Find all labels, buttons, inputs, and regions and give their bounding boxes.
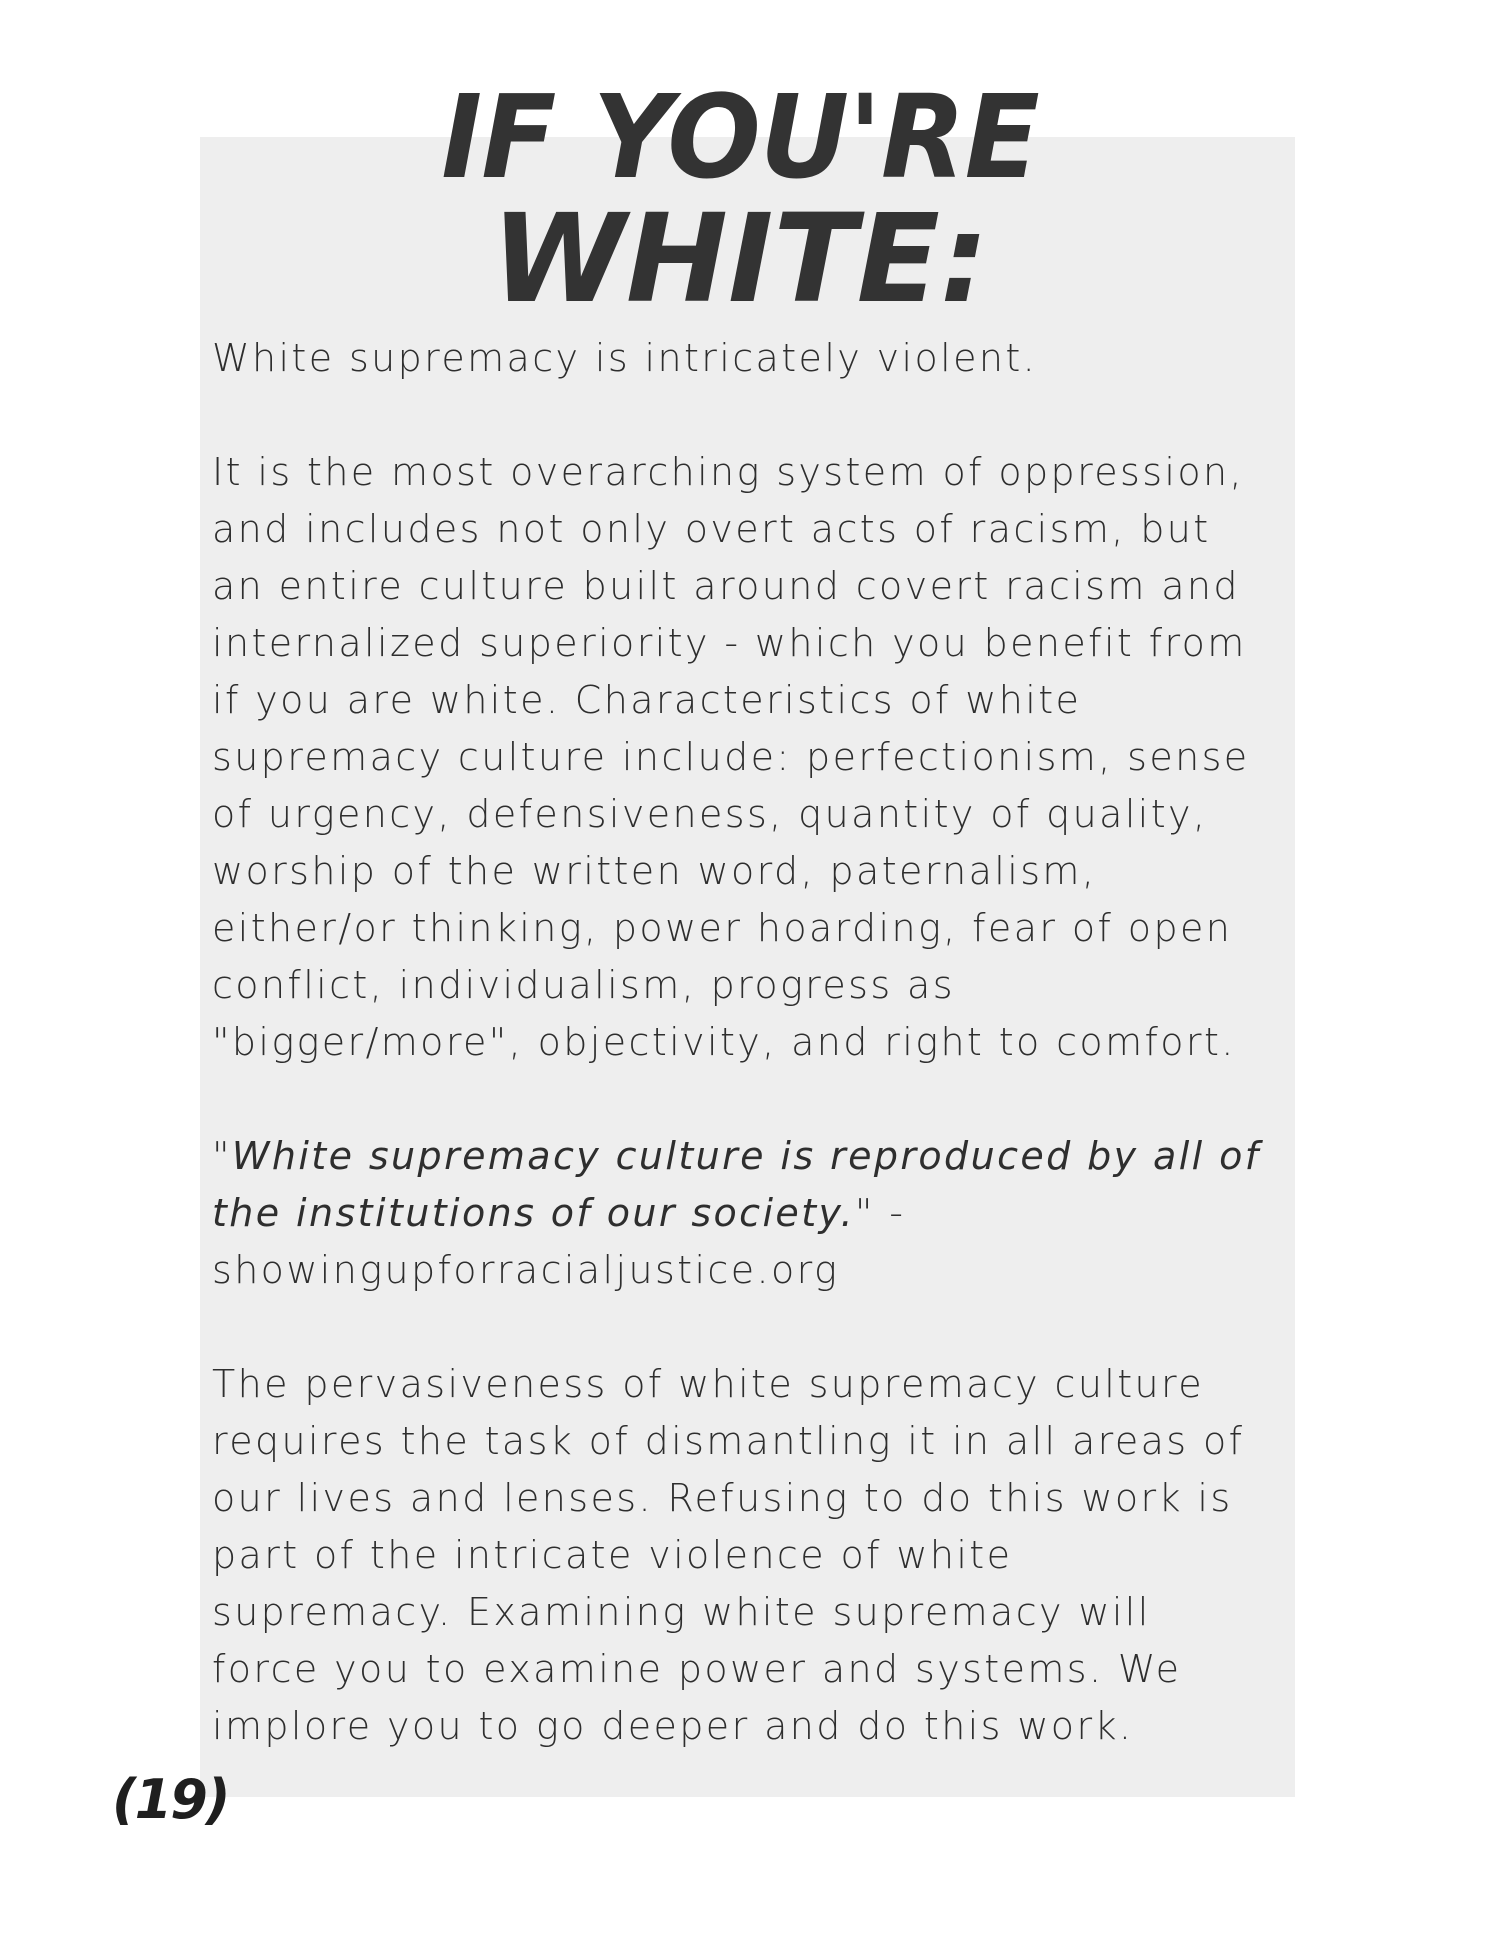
paragraph-line: force you to examine power and systems. We bbox=[212, 1647, 1182, 1691]
quote-open-mark: " bbox=[212, 1134, 232, 1178]
quote-line-2 bbox=[212, 1185, 1292, 1242]
paragraph-line: conflict, individualism, progress as bbox=[212, 963, 955, 1007]
paragraph-line: implore you to go deeper and do this work. bbox=[212, 1704, 1134, 1748]
quote-text: White supremacy culture is reproduced by all of bbox=[231, 1134, 1261, 1178]
paragraph-line: The pervasiveness of white supremacy culture bbox=[212, 1362, 1205, 1406]
paragraph-line: our lives and lenses. Refusing to do this work is bbox=[212, 1476, 1233, 1520]
quote-line-1 bbox=[212, 1128, 1292, 1185]
paragraph-line: supremacy. Examining white supremacy will bbox=[212, 1590, 1151, 1634]
paragraph-line: requires the task of dismantling it in all areas of bbox=[212, 1419, 1245, 1463]
paragraph-line: part of the intricate violence of white bbox=[212, 1533, 1013, 1577]
paragraph-line: internalized superiority - which you benefit from bbox=[212, 621, 1247, 665]
paragraph-line: White supremacy is intricately violent. bbox=[212, 336, 1038, 380]
title-line-2: WHITE: bbox=[491, 188, 989, 330]
quote-close-mark: " - bbox=[854, 1191, 906, 1235]
paragraph-line: supremacy culture include: perfectionism, sense bbox=[212, 735, 1250, 779]
page-title bbox=[430, 69, 1050, 330]
quote-source: showingupforracialjustice.org bbox=[212, 1248, 840, 1292]
paragraph-line: worship of the written word, paternalism, bbox=[212, 849, 1097, 893]
page-number: (19) bbox=[112, 1768, 229, 1831]
paragraph-line: if you are white. Characteristics of white bbox=[212, 678, 1082, 722]
title-line-1: IF YOU'RE bbox=[441, 69, 1039, 205]
body-text bbox=[212, 330, 1292, 1755]
paragraph-line: and includes not only overt acts of racism, but bbox=[212, 507, 1211, 551]
paragraph-line: "bigger/more", objectivity, and right to comfort. bbox=[212, 1020, 1236, 1064]
paragraph-line: It is the most overarching system of oppression, bbox=[212, 450, 1245, 494]
paragraph-line: of urgency, defensiveness, quantity of quality, bbox=[212, 792, 1208, 836]
paragraph-line: either/or thinking, power hoarding, fear of open bbox=[212, 906, 1233, 950]
paragraph-line: an entire culture built around covert racism and bbox=[212, 564, 1240, 608]
quote-text: the institutions of our society. bbox=[212, 1191, 855, 1235]
